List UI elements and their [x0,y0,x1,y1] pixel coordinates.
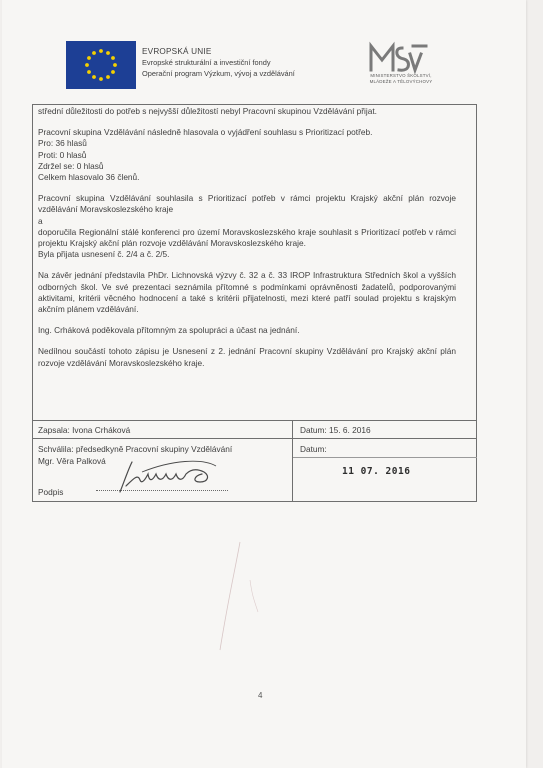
signature-label: Podpis [38,487,64,497]
approved-by: Schválila: předsedkyně Pracovní skupiny Vzdělávání [38,444,233,454]
recorded-by: Zapsala: Ivona Crháková [38,425,131,435]
paragraph-1: střední důležitosti do potřeb s nejvyšší důležitostí nebyl Pracovní skupinou Vzdělávání přijat. [38,106,377,116]
eu-title: EVROPSKÁ UNIE [142,47,212,56]
vote-abstain: Zdržel se: 0 hlasů [38,160,104,171]
paragraph-presentation: Na závěr jednání představila PhDr. Lichnovská výzvy č. 32 a č. 33 IROP Infrastruktura Středních škol a vyšších odborných škol. Ve své prezentaci seznámila přítomné s podmínkami oprávněnosti žadatelů, podporovanými aktivitami, kritérii věcného hodnocení a také s kritérii přijatelnosti, mezi které patří soulad projektu s krajským akčním plánem vzdělávání. [38,270,456,315]
approver-name: Mgr. Věra Palková [38,456,106,466]
signature-mark [112,452,222,496]
eu-stars-icon [66,41,136,89]
msmt-caption-line-2: MLÁDEŽE A TĚLOVÝCHOVY [369,79,433,84]
eu-text-block [142,46,295,79]
eu-line-3: Operační program Výzkum, vývoj a vzdělávání [142,69,295,78]
eu-line-2: Evropské strukturální a investiční fondy [142,58,271,67]
divider-line [293,457,477,458]
eu-flag-logo [66,41,136,89]
paragraph-thanks: Ing. Crháková poděkovala přítomným za spolupráci a účast na jednání. [38,325,300,336]
vote-for: Pro: 36 hlasů [38,138,87,149]
msmt-caption [346,73,456,85]
page-number: 4 [258,691,263,700]
divider-line [32,438,477,439]
paragraph-attachment: Nedílnou součástí tohoto zápisu je Usnesení z 2. jednání Pracovní skupiny Vzdělávání pro Krajský akční plán rozvoje vzdělávání Moravskoslezského kraje. [38,346,456,368]
pencil-mark [180,540,320,660]
approved-date-stamp: 11 07. 2016 [342,466,411,477]
column-divider [292,420,293,501]
msmt-caption-line-1: MINISTERSTVO ŠKOLSTVÍ, [370,73,432,78]
recorded-date: Datum: 15. 6. 2016 [300,425,371,435]
paragraph-resolution-numbers: Byla přijata usnesení č. 2/4 a č. 2/5. [38,249,170,260]
paragraph-resolution-and: a [38,215,43,226]
paragraph-resolution-a: Pracovní skupina Vzdělávání souhlasila s Prioritizací potřeb v rámci projektu Krajský akční plán rozvoje vzdělávání Moravskoslezského kraje [38,193,456,215]
vote-against: Proti: 0 hlasů [38,149,87,160]
minutes-body [38,106,456,369]
paragraph-vote-intro: Pracovní skupina Vzdělávání následně hlasovala o vyjádření souhlasu s Prioritizací potřeb. [38,127,373,138]
divider-line [32,420,477,421]
vote-total: Celkem hlasovalo 36 členů. [38,172,140,183]
approved-date-label: Datum: [300,444,327,454]
paragraph-resolution-b: doporučila Regionální stálé konferenci pro území Moravskoslezského kraje souhlasit s Prioritizací potřeb v rámci projektu Krajský akční plán rozvoje vzdělávání Moravskoslezského kraje. [38,226,456,249]
